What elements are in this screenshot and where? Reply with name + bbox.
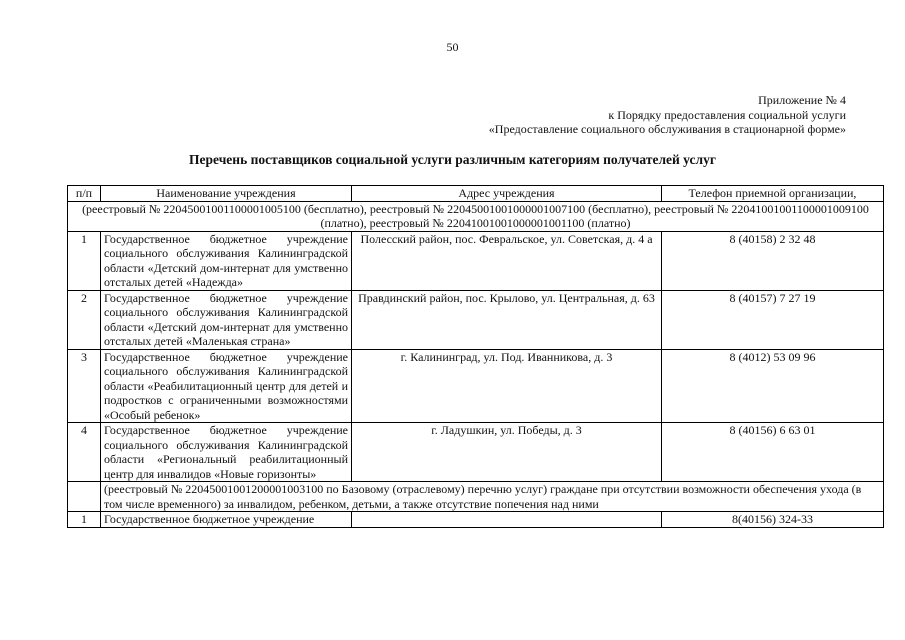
table-row (68, 512, 884, 528)
header-name: Наименование учреждения (101, 186, 352, 202)
row-phone: 8 (40157) 7 27 19 (662, 290, 884, 349)
appendix-line-1: Приложение № 4 (758, 93, 846, 107)
table-row (68, 423, 884, 482)
row-institution-name: Государственное бюджетное учреждение (101, 512, 352, 528)
row-institution-name: Государственное бюджетное учреждение социального обслуживания Калининградской области «Региональный реабилитационный центр для инвалидов «Новые горизонты» (101, 423, 352, 482)
row-phone: 8 (40156) 6 63 01 (662, 423, 884, 482)
row-phone: 8 (4012) 53 09 96 (662, 349, 884, 423)
row-address: г. Калининград, ул. Под. Иванникова, д. 3 (352, 349, 662, 423)
section-row (68, 201, 884, 231)
row-address: Полесский район, пос. Февральское, ул. Советская, д. 4 а (352, 231, 662, 290)
row-address: Правдинский район, пос. Крылово, ул. Центральная, д. 63 (352, 290, 662, 349)
section-row (68, 482, 884, 512)
row-num: 1 (68, 231, 101, 290)
section-registry-1: (реестровый № 22045001001100001005100 (бесплатно), реестровый № 22045001001000001007100 (бесплатно), реестровый № 22041001001100001009100 (платно), реестровый № 22041001001000001001100 (платно) (68, 201, 884, 231)
row-num: 4 (68, 423, 101, 482)
row-num: 3 (68, 349, 101, 423)
header-phone: Телефон приемной организации, (662, 186, 884, 202)
row-institution-name: Государственное бюджетное учреждение социального обслуживания Калининградской области «Детский дом-интернат для умственно отсталых детей «Надежда» (101, 231, 352, 290)
appendix-line-2: к Порядку предоставления социальной услуги (608, 107, 846, 122)
page-number: 50 (446, 40, 459, 54)
section-registry-2: (реестровый № 22045001001200001003100 по Базовому (отраслевому) перечню услуг) граждане при отсутствии возможности обеспечения ухода (в том числе временного) за инвалидом, ребенком, детьми, а также отсутствие попечения над ними (101, 482, 884, 512)
row-institution-name: Государственное бюджетное учреждение социального обслуживания Калининградской области «Реабилитационный центр для детей и подростков с ограниченными возможностями «Особый ребенок» (101, 349, 352, 423)
table-row (68, 290, 884, 349)
appendix-line-3: «Предоставление социального обслуживания в стационарной форме» (488, 122, 846, 136)
header-num: п/п (68, 186, 101, 202)
table-row (68, 231, 884, 290)
table-row (68, 349, 884, 423)
table-header-row (68, 186, 884, 202)
document-title: Перечень поставщиков социальной услуги различным категориям получателей услуг (189, 152, 716, 167)
row-phone: 8(40156) 324-33 (662, 512, 884, 528)
header-address: Адрес учреждения (352, 186, 662, 202)
appendix-header (489, 93, 846, 137)
row-address: г. Ладушкин, ул. Победы, д. 3 (352, 423, 662, 482)
row-num: 1 (68, 512, 101, 528)
providers-table (67, 185, 884, 528)
row-phone: 8 (40158) 2 32 48 (662, 231, 884, 290)
row-address (352, 512, 662, 528)
row-num: 2 (68, 290, 101, 349)
row-institution-name: Государственное бюджетное учреждение социального обслуживания Калининградской области «Детский дом-интернат для умственно отсталых детей «Маленькая страна» (101, 290, 352, 349)
